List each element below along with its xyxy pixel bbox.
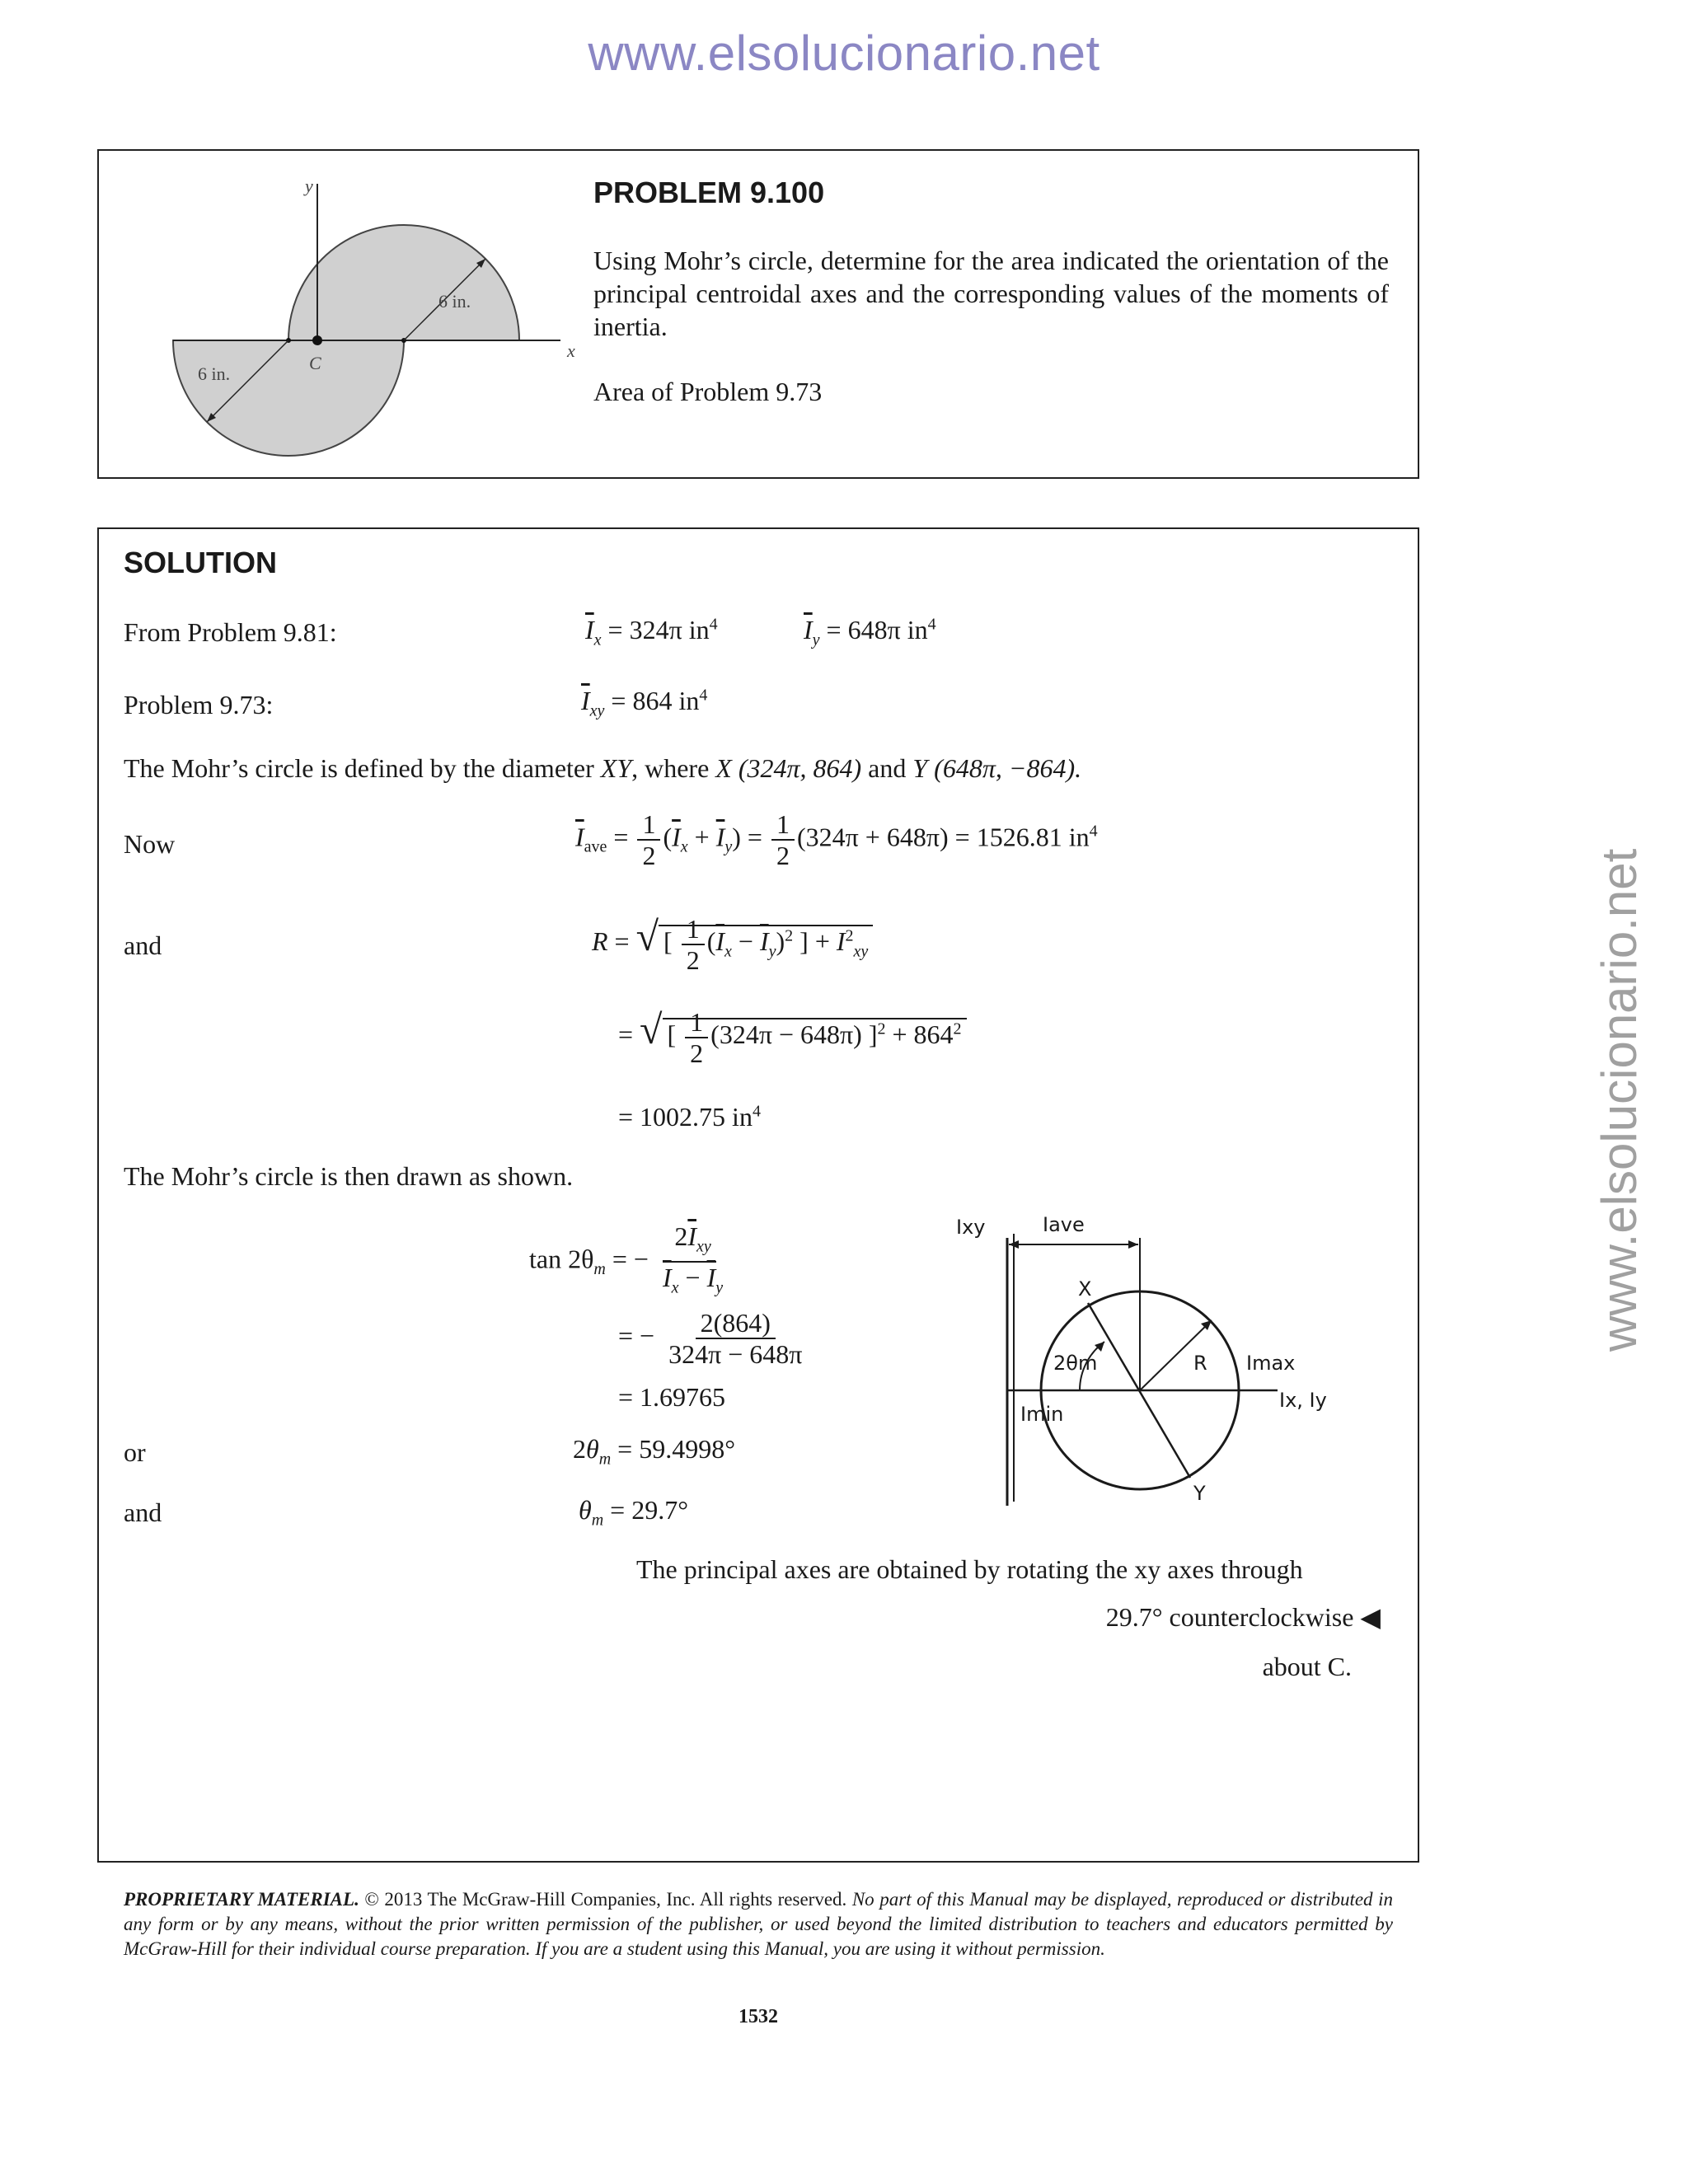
fig-label-c: C — [309, 353, 321, 373]
ixy-equation: $\overline{I}_{xy} = 864$ $in^4$ — [581, 686, 708, 720]
theta-equation: $\theta_m = 29.7^\circ$ — [579, 1495, 689, 1530]
fig-label-x: x — [567, 340, 575, 361]
tan-result: = 1.69765 — [618, 1382, 726, 1412]
footer-notice: PROPRIETARY MATERIAL. © 2013 The McGraw-Hill Companies, Inc. All rights reserved. No part of this Manual may be displayed, reproduced or distributed in any form or by any means, without the prior written permission of the publisher, or used beyond the limited distribution to teachers and educators permitted by McGraw-Hill for their individual course preparation. If you are a student using this Manual, you are using it without permission. — [124, 1889, 1394, 1959]
solution-heading: SOLUTION — [124, 546, 277, 579]
sketch-two-theta: 2θm — [1053, 1352, 1098, 1375]
tan-equation: $\tan 2\theta_m$ = − $\frac{2\overline{I}_{xy}}{\overline{I}_x - \overline{I}_y}$ — [529, 1221, 724, 1297]
problem-box — [97, 149, 1419, 479]
sketch-imax: Imax — [1246, 1352, 1296, 1375]
fig-dim-lower: 6 in. — [198, 363, 231, 384]
now-label: Now — [124, 829, 176, 859]
conclusion-line-2: 29.7° counterclockwise ◀ — [1105, 1602, 1381, 1632]
watermark-side: www.elsolucionario.net — [1592, 848, 1647, 1352]
mohr-circle-sketch — [956, 1205, 1418, 1518]
upper-semicircle-shape — [288, 225, 519, 340]
r-substitution: = √ [ $\frac{1}{2}$ (324π − 648π) ]$^2 + 864^2$ — [618, 1005, 967, 1068]
problem-title: PROBLEM 9.100 — [593, 176, 825, 209]
iave-equation: $\overline{I}_{ave}$ = $\frac{1}{2}$ $(\overline{I}_x + \overline{I}_y)$ = $\frac{1}{2}$ (324π + 648π) = 1526.81 $in^4$ — [575, 809, 1098, 870]
mohr-definition: The Mohr’s circle is defined by the diameter XY, where X (324π, 864) and Y (648π, −864). — [124, 753, 1082, 783]
ix-equation: $\overline{I}_x = 324\pi$ $in^4$ — [585, 615, 718, 649]
sketch-ixy: Ixy — [956, 1216, 986, 1239]
problem-figure — [132, 167, 659, 464]
two-theta-equation: $2\theta_m = 59.4998^\circ$ — [573, 1434, 736, 1469]
sketch-iave: Iave — [1043, 1213, 1085, 1236]
watermark-top: www.elsolucionario.net — [588, 26, 1100, 81]
and-label-theta: and — [124, 1497, 162, 1527]
iy-equation: $\overline{I}_y = 648\pi$ $in^4$ — [804, 615, 936, 649]
problem-statement: Using Mohr’s circle, determine for the area indicated the orientation of the principal centroidal axes and the corresponding values of the moments of inertia. — [593, 246, 1389, 341]
fig-label-y: y — [305, 176, 313, 196]
sketch-ixiy: Ix, Iy — [1279, 1389, 1327, 1412]
solution-box — [97, 527, 1419, 1863]
centroid-point — [312, 335, 322, 345]
fig-dim-upper: 6 in. — [438, 291, 471, 312]
or-label: or — [124, 1437, 146, 1467]
sketch-imin: Imin — [1020, 1403, 1064, 1426]
page-number: 1532 — [738, 2006, 778, 2027]
drawn-text: The Mohr’s circle is then drawn as shown. — [124, 1161, 574, 1191]
lower-semicircle-shape — [173, 340, 404, 456]
r-result: = 1002.75 $in^4$ — [618, 1102, 761, 1132]
sketch-x: X — [1078, 1277, 1092, 1301]
conclusion-line-3: about C. — [1262, 1652, 1352, 1681]
from-problem-label: From Problem 9.81: — [124, 617, 337, 647]
r-equation: R = √ [ $\frac{1}{2}$ $(\overline{I}_x - \overline{I}_y)^2$ ] + $I^2_{xy}$ — [592, 912, 873, 975]
tan-substitution: = − $\frac{2(864)}{324\pi - 648\pi}$ — [618, 1308, 803, 1369]
problem-reference: Area of Problem 9.73 — [593, 377, 823, 406]
conclusion-line-1: The principal axes are obtained by rotating the xy axes through — [636, 1554, 1303, 1584]
problem-973-label: Problem 9.73: — [124, 690, 274, 719]
and-label-r: and — [124, 930, 162, 960]
sketch-r: R — [1193, 1352, 1207, 1375]
sketch-y: Y — [1193, 1482, 1206, 1505]
